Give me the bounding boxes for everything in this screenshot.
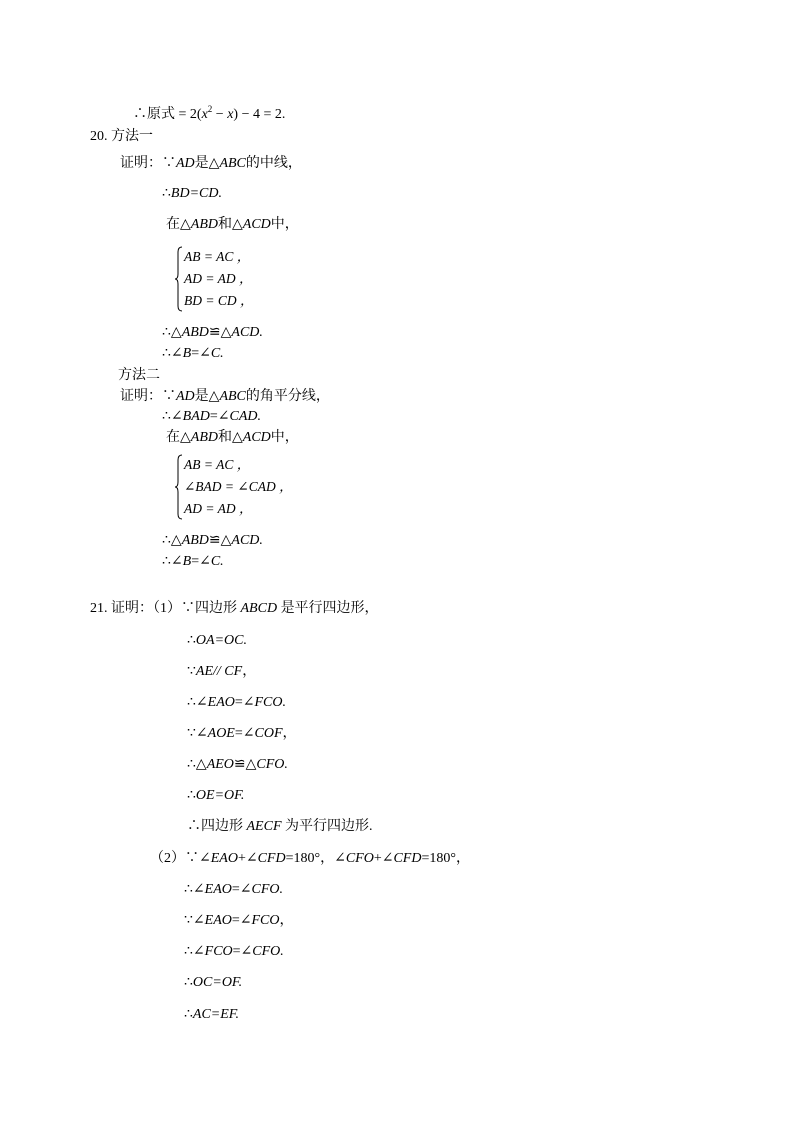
- math: ABD: [190, 217, 218, 232]
- math: −: [212, 107, 228, 122]
- text: ∴∠: [162, 346, 183, 361]
- text: 和△: [218, 217, 243, 232]
- q21-step: [184, 943, 284, 961]
- text: =180°，∠: [285, 851, 346, 866]
- q20-method2-title: 方法二: [118, 368, 160, 383]
- q21-part1-heading: [90, 600, 379, 618]
- text: 中，: [270, 430, 299, 445]
- math: ACD: [242, 217, 271, 232]
- equation: BD = CD ，: [184, 293, 254, 308]
- text: +∠: [373, 851, 394, 866]
- text: ∵∠: [187, 726, 208, 741]
- math: ABD: [190, 430, 218, 445]
- math: ABD: [181, 325, 209, 340]
- text: =∠: [209, 409, 230, 424]
- left-brace-icon: [174, 454, 184, 520]
- math: OC=OF.: [192, 975, 243, 990]
- text: ，: [282, 726, 297, 741]
- text: 为平行四边形.: [281, 819, 373, 834]
- math: AD: [176, 389, 195, 404]
- text: ∴△: [187, 757, 207, 772]
- math: B: [182, 554, 192, 569]
- math: AEO: [206, 757, 234, 772]
- q20-heading: 20. 方法一: [90, 129, 153, 144]
- because-symbol: ∵: [187, 664, 196, 679]
- text: 和△: [218, 430, 243, 445]
- math-var: x: [227, 107, 234, 122]
- math: EAO: [204, 913, 232, 928]
- text: ≌△: [208, 325, 232, 340]
- text: ∴△: [162, 533, 182, 548]
- therefore-symbol: ∴: [133, 107, 147, 122]
- text: 原式: [147, 107, 175, 122]
- text: ≌△: [233, 757, 257, 772]
- q20-m1-step: [162, 185, 222, 203]
- text: 是△: [194, 389, 220, 404]
- math: AECF: [246, 819, 282, 834]
- q20-m1-equation-system: [174, 246, 314, 312]
- text: （2）∵∠: [150, 851, 211, 866]
- q20-m1-conclusion: [162, 345, 224, 363]
- therefore-symbol: ∴: [184, 975, 193, 990]
- math: ABC: [219, 156, 246, 171]
- q21-final-conclusion: [184, 1006, 239, 1024]
- prev-result-line: [133, 106, 285, 124]
- q20-m2-step: [162, 408, 261, 426]
- text: ∴四边形: [187, 819, 247, 834]
- q20-m1-congruent: [162, 324, 263, 342]
- math: AC=EF.: [192, 1007, 240, 1022]
- text: ，: [242, 664, 257, 679]
- q20-m1-given: [120, 155, 302, 173]
- text: ，: [279, 913, 294, 928]
- q21-step: [187, 756, 288, 774]
- q20-m2-triangles: [166, 429, 299, 447]
- math: ABC: [219, 389, 246, 404]
- q21-part2-heading: [150, 850, 470, 868]
- text: =∠: [232, 944, 253, 959]
- text: ∴△: [162, 325, 182, 340]
- text: 是△: [194, 156, 220, 171]
- q21-step: [187, 725, 297, 743]
- math: CAD.: [229, 409, 261, 424]
- exponent: 2: [207, 104, 213, 114]
- q21-step: [187, 694, 286, 712]
- math: OA=OC.: [195, 633, 247, 648]
- q21-step: [184, 974, 242, 992]
- text: 21. 证明：（1）∵四边形: [90, 601, 241, 616]
- q20-m2-congruent: [162, 532, 263, 550]
- math: CFO: [345, 851, 374, 866]
- math: ACD.: [231, 325, 263, 340]
- math: = 2(: [175, 107, 202, 122]
- therefore-symbol: ∴: [187, 633, 196, 648]
- math: BD=CD.: [170, 186, 222, 201]
- text: =∠: [234, 695, 255, 710]
- equation: AB = AC ，: [184, 249, 251, 264]
- text: 的角平分线，: [245, 389, 330, 404]
- math: FCO: [251, 913, 280, 928]
- text: ∵∠: [184, 913, 205, 928]
- math-var: x: [201, 107, 208, 122]
- text: 中，: [270, 217, 299, 232]
- q20-m1-triangles: [166, 216, 299, 234]
- math: CFO.: [252, 944, 284, 959]
- math: ACD.: [231, 533, 263, 548]
- therefore-symbol: ∴: [187, 788, 196, 803]
- text: =∠: [234, 726, 255, 741]
- math: B: [182, 346, 192, 361]
- text: =∠: [231, 882, 252, 897]
- math: CFO.: [251, 882, 283, 897]
- math: C.: [210, 346, 224, 361]
- q21-step: [187, 663, 256, 681]
- therefore-symbol: ∴: [162, 186, 171, 201]
- text: ∴∠: [184, 882, 205, 897]
- left-brace-icon: [174, 246, 184, 312]
- text: 在△: [166, 217, 191, 232]
- equation: ∠BAD = ∠CAD ，: [184, 479, 293, 494]
- text: +∠: [237, 851, 258, 866]
- math: EAO: [210, 851, 238, 866]
- text: 的中线，: [245, 156, 302, 171]
- math: OE=OF.: [195, 788, 245, 803]
- text: =180°，: [421, 851, 470, 866]
- math: AE// CF: [195, 664, 243, 679]
- math: FCO: [204, 944, 233, 959]
- math: CFO.: [256, 757, 288, 772]
- math: EAO: [204, 882, 232, 897]
- math: EAO: [207, 695, 235, 710]
- text: ∴∠: [187, 695, 208, 710]
- math: ABCD: [240, 601, 278, 616]
- q21-step: [187, 818, 373, 836]
- text: =∠: [231, 913, 252, 928]
- text: ∴∠: [162, 409, 183, 424]
- q21-step: [184, 881, 283, 899]
- math: COF: [254, 726, 283, 741]
- q20-m2-given: [120, 388, 330, 406]
- text: 证明：∵: [120, 389, 176, 404]
- math: AOE: [207, 726, 235, 741]
- therefore-symbol: ∴: [184, 1007, 193, 1022]
- math: CFD: [393, 851, 422, 866]
- text: 在△: [166, 430, 191, 445]
- q21-step: [184, 912, 294, 930]
- math: ) − 4 = 2.: [233, 107, 286, 122]
- q21-step: [187, 632, 247, 650]
- math: AD: [176, 156, 195, 171]
- text: =∠: [191, 346, 211, 361]
- math: FCO.: [254, 695, 286, 710]
- text: ∴∠: [162, 554, 183, 569]
- equation: AD = AD ，: [184, 271, 253, 286]
- math: ABD: [181, 533, 209, 548]
- math: CFD: [257, 851, 286, 866]
- text: ∴∠: [184, 944, 205, 959]
- math: ACD: [242, 430, 271, 445]
- equation: AB = AC ，: [184, 457, 251, 472]
- text: =∠: [191, 554, 211, 569]
- q21-step: [187, 787, 244, 805]
- q20-m2-conclusion: [162, 553, 224, 571]
- q20-m2-equation-system: [174, 454, 334, 520]
- math: BAD: [182, 409, 210, 424]
- text: ≌△: [208, 533, 232, 548]
- equation: AD = AD ，: [184, 501, 253, 516]
- math: C.: [210, 554, 224, 569]
- text: 证明：∵: [120, 156, 176, 171]
- text: 是平行四边形，: [277, 601, 379, 616]
